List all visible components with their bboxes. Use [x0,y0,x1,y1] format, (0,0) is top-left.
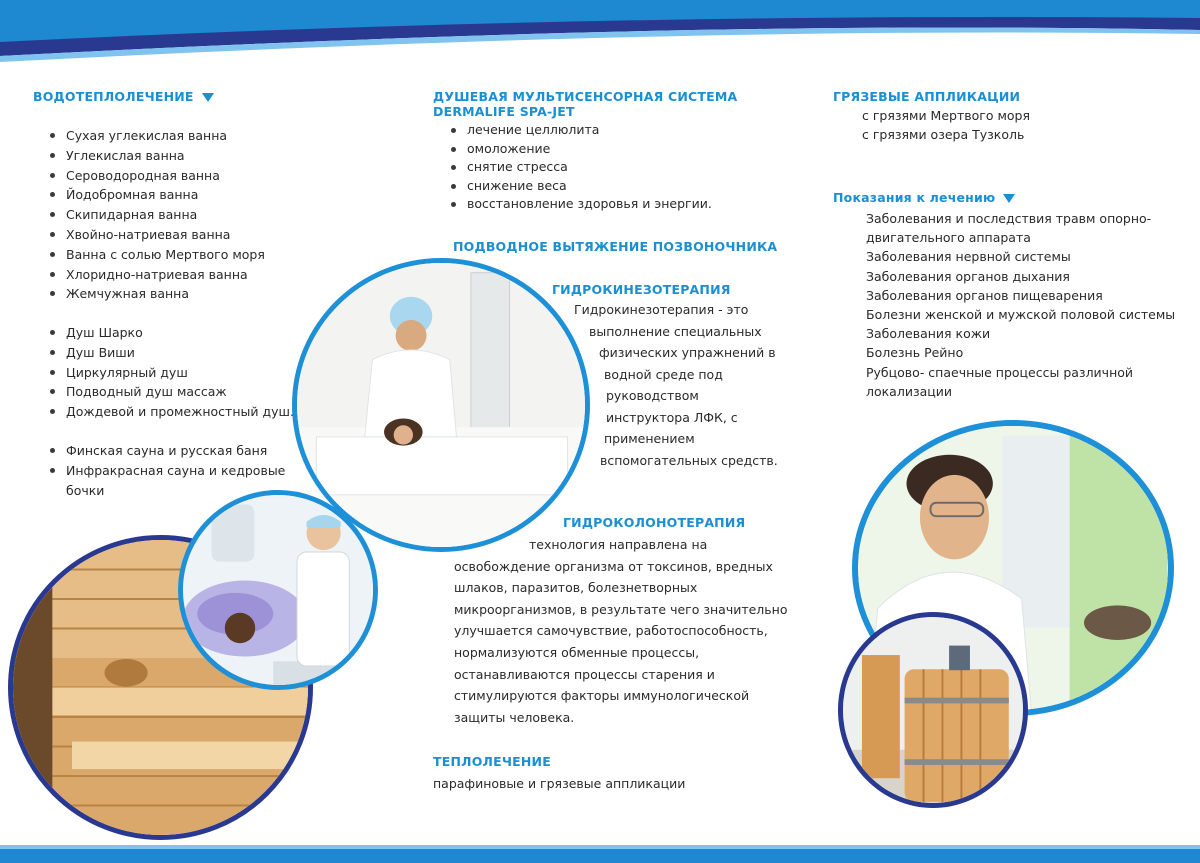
traction-heading: ПОДВОДНОЕ ВЫТЯЖЕНИЕ ПОЗВОНОЧНИКА [453,239,778,254]
list-item: Сероводородная ванна [50,166,265,186]
mud-applications-heading: ГРЯЗЕВЫЕ АППЛИКАЦИИ [833,89,1021,104]
colon-therapy-text: технология направлена на освобождение организма от токсинов, вредных шлаков, паразитов, болезнетворных микроорганизмов, в результате чего значительно улучшается самочувствие, работоспособность, нормализуются обменные процессы, останавливаются процессы старения и стимулируются факторы иммунологической защиты человека. [454,537,788,725]
shower-system-heading: ДУШЕВАЯ МУЛЬТИСЕНСОРНАЯ СИСТЕМА DERMALIFE SPA-JET [433,89,738,119]
triangle-down-icon [1003,194,1015,203]
list-item: Скипидарная ванна [50,205,265,225]
triangle-down-icon [202,93,214,102]
hydrokinesis-text: Гидрокинезотерапия - это выполнение специальных физических упражнений в водной среде под руководством инструктора ЛФК, с применением вспомогательных средств. [574,302,778,468]
list-item: Дождевой и промежностный душ. [50,402,294,422]
mud-applications-text: с грязями Мертвого моря с грязями озера Тузколь [862,108,1030,142]
top-wave-decoration [0,0,1200,70]
list-item: Душ Виши [50,343,294,363]
baths-list [50,126,265,304]
indications-heading: Показания к лечению [833,190,1015,205]
list-item: Душ Шарко [50,323,294,343]
list-item: Йодобромная ванна [50,185,265,205]
cedar-barrel-photo [838,612,1028,808]
hydrokinesis-heading: ГИДРОКИНЕЗОТЕРАПИЯ [552,282,731,297]
list-item: восстановление здоровья и энергии. [451,195,712,214]
list-item: Хвойно-натриевая ванна [50,225,265,245]
bottom-bar-decoration [0,849,1200,863]
list-item: снятие стресса [451,158,712,177]
list-item: Ванна с солью Мертвого моря [50,245,265,265]
indications-text: Заболевания и последствия травм опорно- двигательного аппарата Заболевания нервной системы Заболевания органов дыхания Заболевания органов пищеварения Болезни женской и мужской половой системы Заболевания кожи Болезнь Рейно Рубцово- спаечные процессы различной локализации [866,211,1176,399]
list-item: Углекислая ванна [50,146,265,166]
list-item: снижение веса [451,177,712,196]
list-item: Подводный душ массаж [50,382,294,402]
hydrothermal-heading: ВОДОТЕПЛОЛЕЧЕНИЕ [33,89,214,104]
list-item: Инфракрасная сауна и кедровые бочки [50,461,285,501]
shower-benefits-list [451,121,712,214]
list-item: Циркулярный душ [50,363,294,383]
list-item: лечение целлюлита [451,121,712,140]
colon-therapy-heading: ГИДРОКОЛОНОТЕРАПИЯ [563,515,746,530]
list-item: Сухая углекислая ванна [50,126,265,146]
heat-therapy-text: парафиновые и грязевые аппликации [433,776,686,791]
heat-therapy-heading: ТЕПЛОЛЕЧЕНИЕ [433,754,551,769]
list-item: Жемчужная ванна [50,284,265,304]
list-item: Финская сауна и русская баня [50,441,285,461]
list-item: Хлоридно-натриевая ванна [50,265,265,285]
list-item: омоложение [451,140,712,159]
